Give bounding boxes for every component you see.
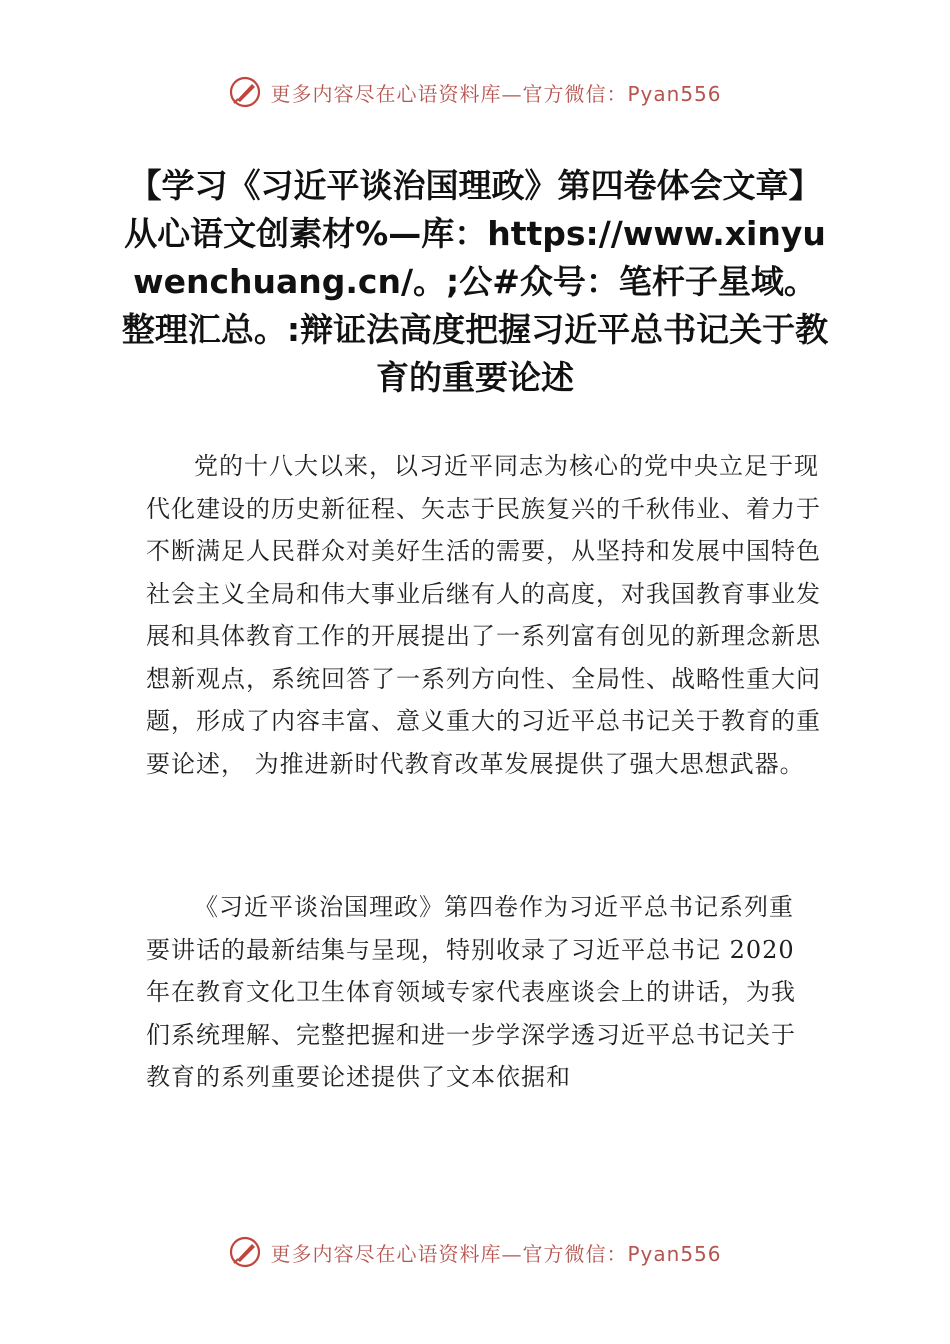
pen-logo-icon [228,75,262,109]
footer-banner-text: 更多内容尽在心语资料库—官方微信：Pyan556 [270,1241,722,1266]
document-title: 【学习《习近平谈治国理政》第四卷体会文章】从心语文创素材%—库：https://www.xinyuwenchuang.cn/。;公#众号：笔杆子星域。整理汇总。:辩证法高度把握习近平总书记关于教育的重要论述 [121,166,829,397]
pen-logo-icon [228,1235,262,1269]
footer-banner [0,1230,950,1274]
paragraph-1: 党的十八大以来，以习近平同志为核心的党中央立足于现代化建设的历史新征程、矢志于民族复兴的千秋伟业、着力于不断满足人民群众对美好生活的需要，从坚持和发展中国特色社会主义全局和伟大事业后继有人的高度，对我国教育事业发展和具体教育工作的开展提出了一系列富有创见的新理念新思想新观点，系统回答了一系列方向性、全局性、战略性重大问题，形成了内容丰富、意义重大的习近平总书记关于教育的重要论述， 为推进新时代教育改革发展提供了强大思想武器。 [146,452,821,778]
paragraph-2: 《习近平谈治国理政》第四卷作为习近平总书记系列重要讲话的最新结集与呈现，特别收录了习近平总书记 2020 年在教育文化卫生体育领域专家代表座谈会上的讲话，为我们系统理解、完整把握和进一步学深学透习近平总书记关于教育的系列重要论述提供了文本依据和 [146,893,796,1091]
header-banner [0,70,950,114]
header-banner-text: 更多内容尽在心语资料库—官方微信：Pyan556 [270,81,722,106]
